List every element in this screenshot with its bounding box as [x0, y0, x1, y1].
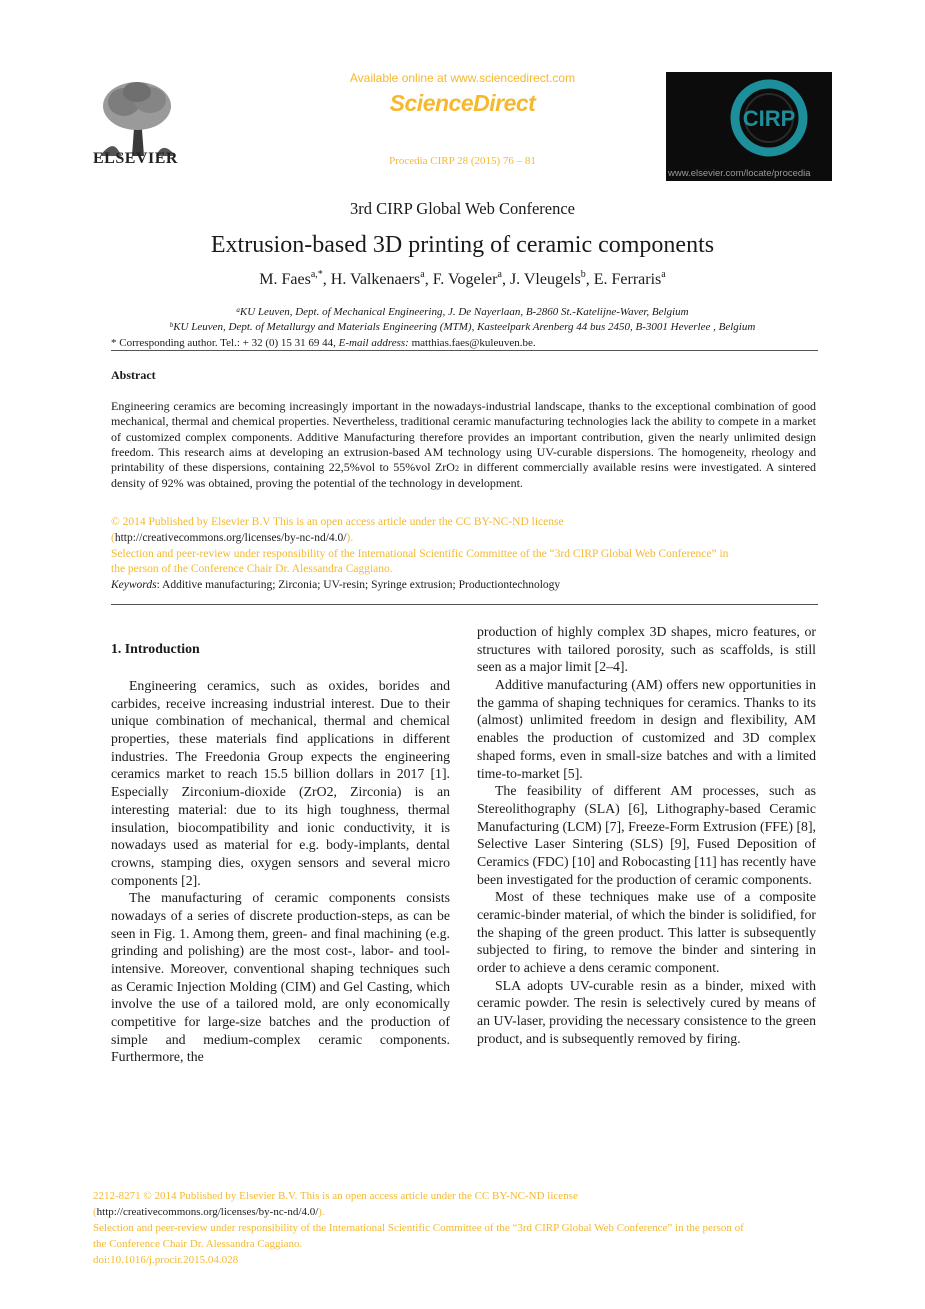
paragraph: SLA adopts UV-curable resin as a binder, mixed with ceramic powder. The resin is selectively cured by means of an UV-laser, providing the necessary consistence to the green product, and is subsequently removed by firing.	[477, 977, 816, 1046]
paragraph: The manufacturing of ceramic components consists nowadays of a series of discrete production-steps, as can be seen in Fig. 1. Among them, green- and final machining (e.g. grinding and polishing) are the most cost-, labor- and tool-intensive. Moreover, conventional shaping techniques such as Ceramic Injection Molding (CIM) and Gel Casting, which involve the use of a tailored mold, are only economically competitive for large-size batches and the production of simple and medium-complex ceramic components. Furthermore, the	[111, 890, 450, 1065]
author: J. Vleugels	[509, 271, 581, 288]
footer-peer-review-cont: the Conference Chair Dr. Alessandra Caggiano.	[93, 1238, 303, 1250]
footer-peer-review: Selection and peer-review under responsibility of the International Scientific Committee of the “3rd CIRP Global Web Conference” in the person of	[93, 1222, 744, 1234]
author: E. Ferraris	[593, 271, 662, 288]
author-sep: ,	[424, 271, 433, 288]
cirp-logo-icon	[666, 72, 832, 172]
license-url-link[interactable]: http://creativecommons.org/licenses/by-nc-nd/4.0/	[114, 532, 347, 544]
paragraph: The feasibility of different AM processes, such as Stereolithography (SLA) [6], Lithography-based Ceramic Manufacturing (LCM) [7], Freeze-Form Extrusion (FFE) [8], Selective Laser Sintering (SLS) [9], Fused Deposition of Ceramics (FDC) [10] and Robocasting [11] has recently have been investigated for the production of ceramic components.	[477, 783, 816, 887]
author-sup: a,*	[310, 269, 323, 280]
paragraph: production of highly complex 3D shapes, micro features, or structures with tailored porosity, such as scaffolds, is still seen as a major limit [2–4].	[477, 624, 816, 675]
left-column	[111, 677, 450, 1066]
cover-url: www.elsevier.com/locate/procedia	[668, 168, 811, 179]
peer-review-statement-cont: the person of the Conference Chair Dr. Alessandra Caggiano.	[111, 563, 393, 575]
author-sup: a	[661, 269, 666, 280]
author-sep: ,	[501, 271, 510, 288]
affiliation-b: $^b$KU Leuven, Dept. of Metallurgy and Materials Engineering (MTM), Kasteelpark Arenberg 44 bus 2450, B-3001 Heverlee , Belgium	[169, 321, 756, 333]
journal-reference: Procedia CIRP 28 (2015) 76 – 81	[389, 155, 536, 167]
right-column	[477, 623, 816, 1048]
author-sup: a	[497, 269, 502, 280]
footer-license-url-link[interactable]: http://creativecommons.org/licenses/by-nc-nd/4.0/	[96, 1206, 319, 1218]
section-heading: 1. Introduction	[111, 641, 200, 656]
corresponding-author: * Corresponding author. Tel.: + 32 (0) 15 31 69 44, E-mail address: matthias.faes@kuleuven.be.	[111, 337, 536, 349]
email-link[interactable]: matthias.faes@kuleuven.be.	[408, 337, 536, 349]
author-sep: ,	[322, 271, 331, 288]
divider	[111, 350, 818, 351]
author: M. Faes	[259, 271, 311, 288]
divider	[111, 604, 818, 605]
author-sep: ,	[585, 271, 594, 288]
author: H. Valkenaers	[330, 271, 421, 288]
svg-text:CIRP: CIRP	[742, 106, 796, 131]
footer-doi-link[interactable]: doi:10.1016/j.procir.2015.04.028	[93, 1254, 239, 1266]
available-online-link[interactable]: Available online at www.sciencedirect.com	[349, 71, 576, 85]
footer-license-url-line: (http://creativecommons.org/licenses/by-nc-nd/4.0/).	[93, 1206, 325, 1218]
paragraph: Additive manufacturing (AM) offers new opportunities in the gamma of shaping techniques for ceramics. Thanks to its (almost) unlimited freedom in design and flexibility, AM enables the production of customized and 3D complex shaped forms, even in small-size batches and with a limited time-to-market [5].	[477, 677, 816, 781]
keywords: Keywords: Additive manufacturing; Zirconia; UV-resin; Syringe extrusion; Productiontechnology	[111, 579, 561, 591]
elsevier-wordmark: ELSEVIER	[93, 150, 178, 167]
paragraph: Engineering ceramics, such as oxides, borides and carbides, receive increasing industrial interest. Due to their unique combination of mechanical, thermal and chemical properties, these materials find applications in different industries. The Freedonia Group expects the engineering ceramics market to reach 15.5 billion dollars in 2017 [1]. Especially Zirconium-dioxide (ZrO2, Zirconia) is an interesting material: due to its high toughness, thermal insulation, biocompatibility and ionic conductivity, it is nowadays used as material for e.g. body-implants, dental crowns, stamping dies, oxygen sensors and several micro components [2].	[111, 678, 450, 888]
author-sup: b	[580, 269, 586, 280]
abstract-heading: Abstract	[111, 368, 156, 382]
author: F. Vogeler	[432, 271, 498, 288]
author-sup: a	[420, 269, 425, 280]
footer-license: 2212-8271 © 2014 Published by Elsevier B.V. This is an open access article under the CC BY-NC-ND license	[93, 1190, 578, 1202]
license-statement: © 2014 Published by Elsevier B.V This is an open access article under the CC BY-NC-ND license	[111, 516, 564, 528]
sciencedirect-logo[interactable]: ScienceDirect	[389, 90, 536, 116]
author-list	[0, 271, 925, 289]
peer-review-statement: Selection and peer-review under responsibility of the International Scientific Committee of the “3rd CIRP Global Web Conference” in	[111, 548, 729, 560]
journal-cover	[666, 72, 832, 181]
conference-name: 3rd CIRP Global Web Conference	[349, 199, 576, 218]
license-url-line: (http://creativecommons.org/licenses/by-nc-nd/4.0/).	[111, 532, 354, 544]
paper-title: Extrusion-based 3D printing of ceramic components	[210, 232, 715, 258]
paragraph: Most of these techniques make use of a composite ceramic-binder material, of which the binder is solidified, for the shaping of the green product. This latter is subsequently subjected to firing, to remove the binder and sintering in order to achieve a dens ceramic component.	[477, 889, 816, 976]
affiliation-a: $^a$KU Leuven, Dept. of Mechanical Engineering, J. De Nayerlaan, B-2860 St.-Katelijne-Waver, Belgium	[236, 306, 689, 318]
abstract-text: Engineering ceramics are becoming increasingly important in the nowadays-industrial landscape, thanks to the exceptional combination of good mechanical, thermal and chemical properties. Nevertheless, traditional ceramic manufacturing technologies lack the ability to compete in a market of customized complex components. Additive Manufacturing therefore provides an important contribution, given the nearly unlimited design freedom. This research aims at developing an extrusion-based AM technology using UV-curable dispersions. The homogeneity, rheology and printability of these dispersions, containing 22,5%vol to 55%vol ZrO2 in different commercially available resins were investigated. A sintered density of 92% was obtained, proving the potential of the technology in development.	[111, 399, 816, 491]
